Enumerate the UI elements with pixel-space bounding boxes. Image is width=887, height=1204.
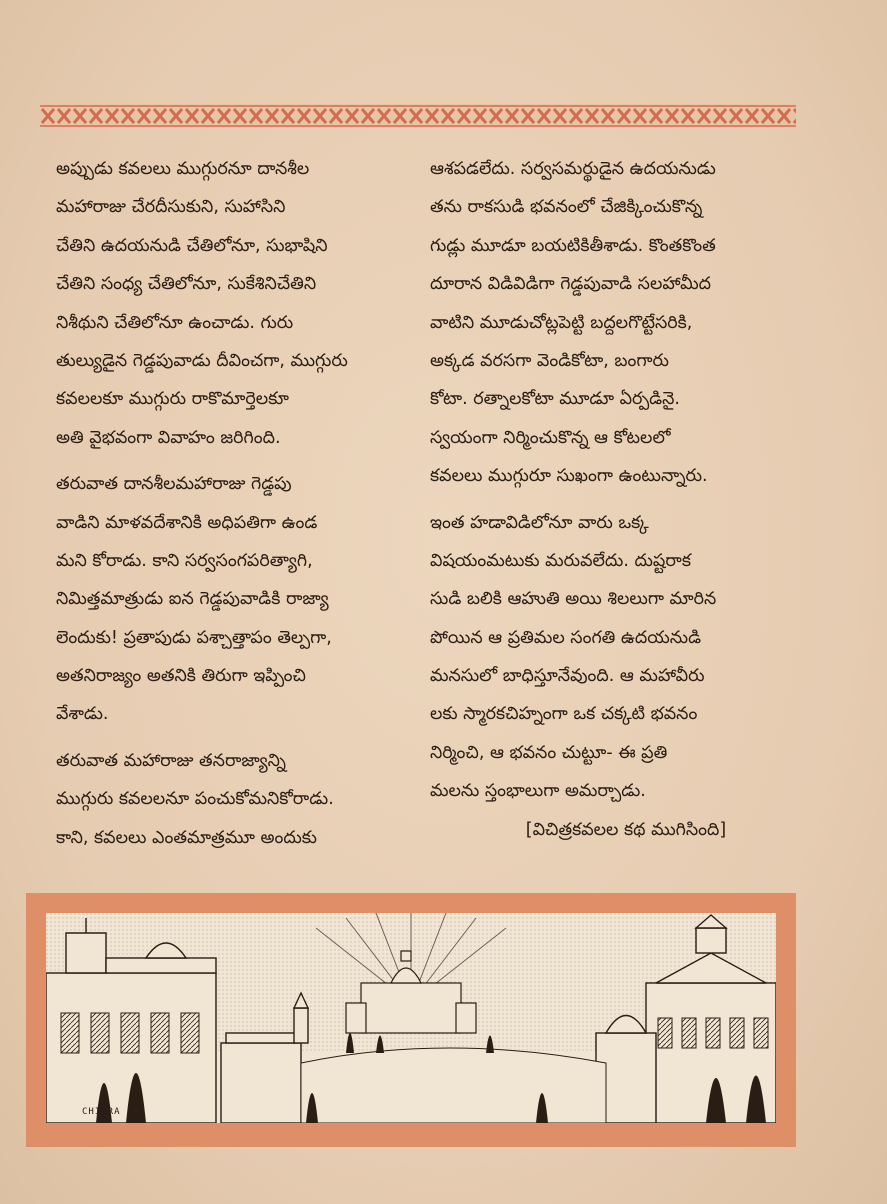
text-line: తరువాత మహారాజు తనరాజ్యాన్ని [56, 750, 286, 771]
illustration-frame [26, 893, 796, 1147]
text-line: వాటిని మూడుచోట్లపెట్టి బద్దలగొట్టేసరికి, [430, 312, 693, 333]
text-line: వేశాడు. [56, 704, 109, 725]
text-line: అక్కడ వరసగా వెండికోటా, బంగారు [430, 350, 669, 371]
palace-city-illustration-icon [46, 913, 776, 1123]
text-line: విషయంమటుకు మరువలేదు. దుష్టరాక [430, 550, 692, 571]
text-line: పోయిన ఆ ప్రతిమల సంగతి ఉదయనుడి [430, 627, 702, 648]
paragraph-gap [56, 734, 408, 742]
right-text-column [430, 150, 782, 849]
text-line: లెందుకు! ప్రతాపుడు పశ్చాత్తాపం తెల్పగా, [56, 627, 332, 648]
text-line: కోటా. రత్నాలకోటా మూడూ ఏర్పడినై. [430, 389, 680, 410]
text-line: నిర్మించి, ఆ భవనం చుట్టూ- ఈ ప్రతి [430, 742, 668, 763]
text-line: చేతిని సంధ్య చేతిలోనూ, సుకేశినిచేతిని [56, 274, 317, 295]
text-line: మహారాజు చేరదీసుకుని, సుహాసిని [56, 197, 286, 218]
story-end-note: [విచిత్రకవలల కథ ముగిసింది] [525, 819, 727, 840]
artist-signature: CHITRA [82, 1107, 121, 1117]
text-line: తను రాకసుడి భవనంలో చేజిక్కించుకొన్న [430, 197, 703, 218]
text-line: లకు స్మారకచిహ్నంగా ఒక చక్కటి భవనం [430, 704, 698, 725]
text-line: అతనిరాజ్యం అతనికి తిరుగా ఇప్పించి [56, 666, 306, 687]
text-line: ముగ్గురు కవలలనూ పంచుకోమనికోరాడు. [56, 789, 334, 810]
text-line: ఆశపడలేదు. సర్వసమర్థుడైన ఉదయనుడు [430, 159, 716, 179]
text-line: గుడ్లు మూడూ బయటికితీశాడు. కొంతకొంత [430, 235, 716, 256]
palace-drawing [46, 913, 776, 1123]
text-line: నిమిత్తమాత్రుడు ఐన గెడ్డపువాడికి రాజ్యా [56, 589, 329, 610]
text-line: తరువాత దానశీలమహారాజు గెడ్డపు [56, 474, 292, 495]
text-line: సుడి బలికి ఆహుతి అయి శిలలుగా మారిన [430, 589, 717, 610]
text-line: మనసులో బాధిస్తూనేవుంది. ఆ మహావీరు [430, 666, 705, 687]
paragraph-gap [430, 496, 782, 504]
text-line: ఇంత హడావిడిలోనూ వారు ఒక్క [430, 512, 649, 533]
decorative-x-band [40, 104, 796, 128]
text-line: చేతిని ఉదయనుడి చేతిలోనూ, సుభాషిని [56, 235, 328, 256]
text-line: నిశీథుని చేతిలోనూ ఉంచాడు. గురు [56, 312, 294, 333]
text-line: అప్పుడు కవలలు ముగ్గురనూ దానశీల [56, 159, 310, 179]
paragraph-gap [56, 457, 408, 465]
text-line: తుల్యుడైన గెడ్డపువాడు దీవించగా, ముగ్గురు [56, 350, 348, 371]
text-line: మలను స్తంభాలుగా అమర్చాడు. [430, 781, 646, 802]
text-line: మని కోరాడు. కాని సర్వసంగపరిత్యాగి, [56, 550, 313, 571]
text-line: కవలలకూ ముగ్గురు రాకొమార్తెలకూ [56, 389, 289, 410]
left-text-column [56, 150, 408, 857]
text-line: కవలలు ముగ్గురూ సుఖంగా ఉంటున్నారు. [430, 466, 708, 487]
x-band-ornament-icon [40, 104, 796, 128]
text-line: కాని, కవలలు ఎంతమాత్రమూ అందుకు [56, 827, 317, 848]
text-line: దూరాన విడివిడిగా గెడ్డపువాడి సలహామీద [430, 274, 711, 295]
text-line: స్వయంగా నిర్మించుకొన్న ఆ కోటలలో [430, 427, 671, 448]
text-line: వాడిని మాళవదేశానికి అధిపతిగా ఉండ [56, 512, 318, 533]
text-line: అతి వైభవంగా వివాహం జరిగింది. [56, 427, 281, 448]
